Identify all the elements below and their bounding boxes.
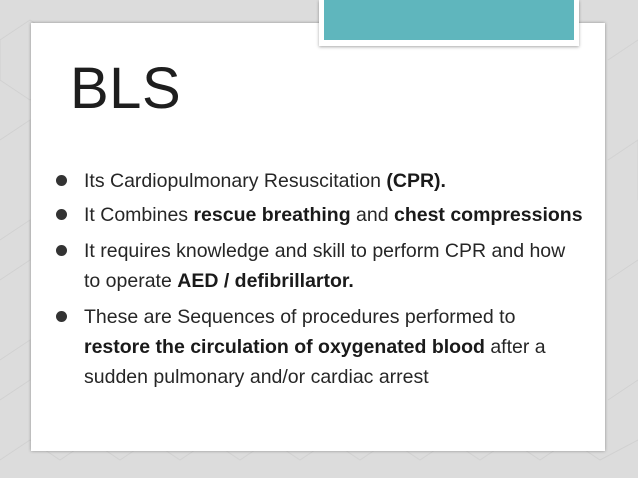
bullet-text: It requires knowledge and skill to perform CPR and how to operate — [84, 240, 566, 292]
bullet-item — [56, 200, 586, 230]
bullet-item — [56, 166, 586, 196]
slide-header-tab — [319, 0, 579, 46]
bullet-dot-icon — [56, 311, 67, 322]
bullet-bold-text: AED / defibrillartor. — [177, 270, 354, 292]
bullet-dot-icon — [56, 209, 67, 220]
bullet-bold-text: restore the circulation of oxygenated blood — [84, 336, 485, 358]
bullet-item — [56, 302, 586, 392]
bullet-dot-icon — [56, 175, 67, 186]
accent-bar — [324, 0, 574, 40]
bullet-bold-text: rescue breathing — [193, 204, 351, 226]
bullet-bold-text: (CPR). — [386, 170, 446, 192]
bullet-text: These are Sequences of procedures performed to — [84, 306, 516, 328]
bullet-bold-text: chest compressions — [393, 204, 583, 226]
slide-title: BLS — [70, 56, 182, 121]
bullet-item — [56, 236, 586, 296]
bullet-dot-icon — [56, 245, 67, 256]
bullet-text: after a sudden pulmonary and/or cardiac arrest — [84, 336, 546, 388]
bullet-text: and — [350, 204, 394, 226]
bullet-text: It Combines — [84, 204, 194, 226]
bullet-list — [56, 166, 586, 398]
bullet-text: Its Cardiopulmonary Resuscitation — [84, 170, 387, 192]
